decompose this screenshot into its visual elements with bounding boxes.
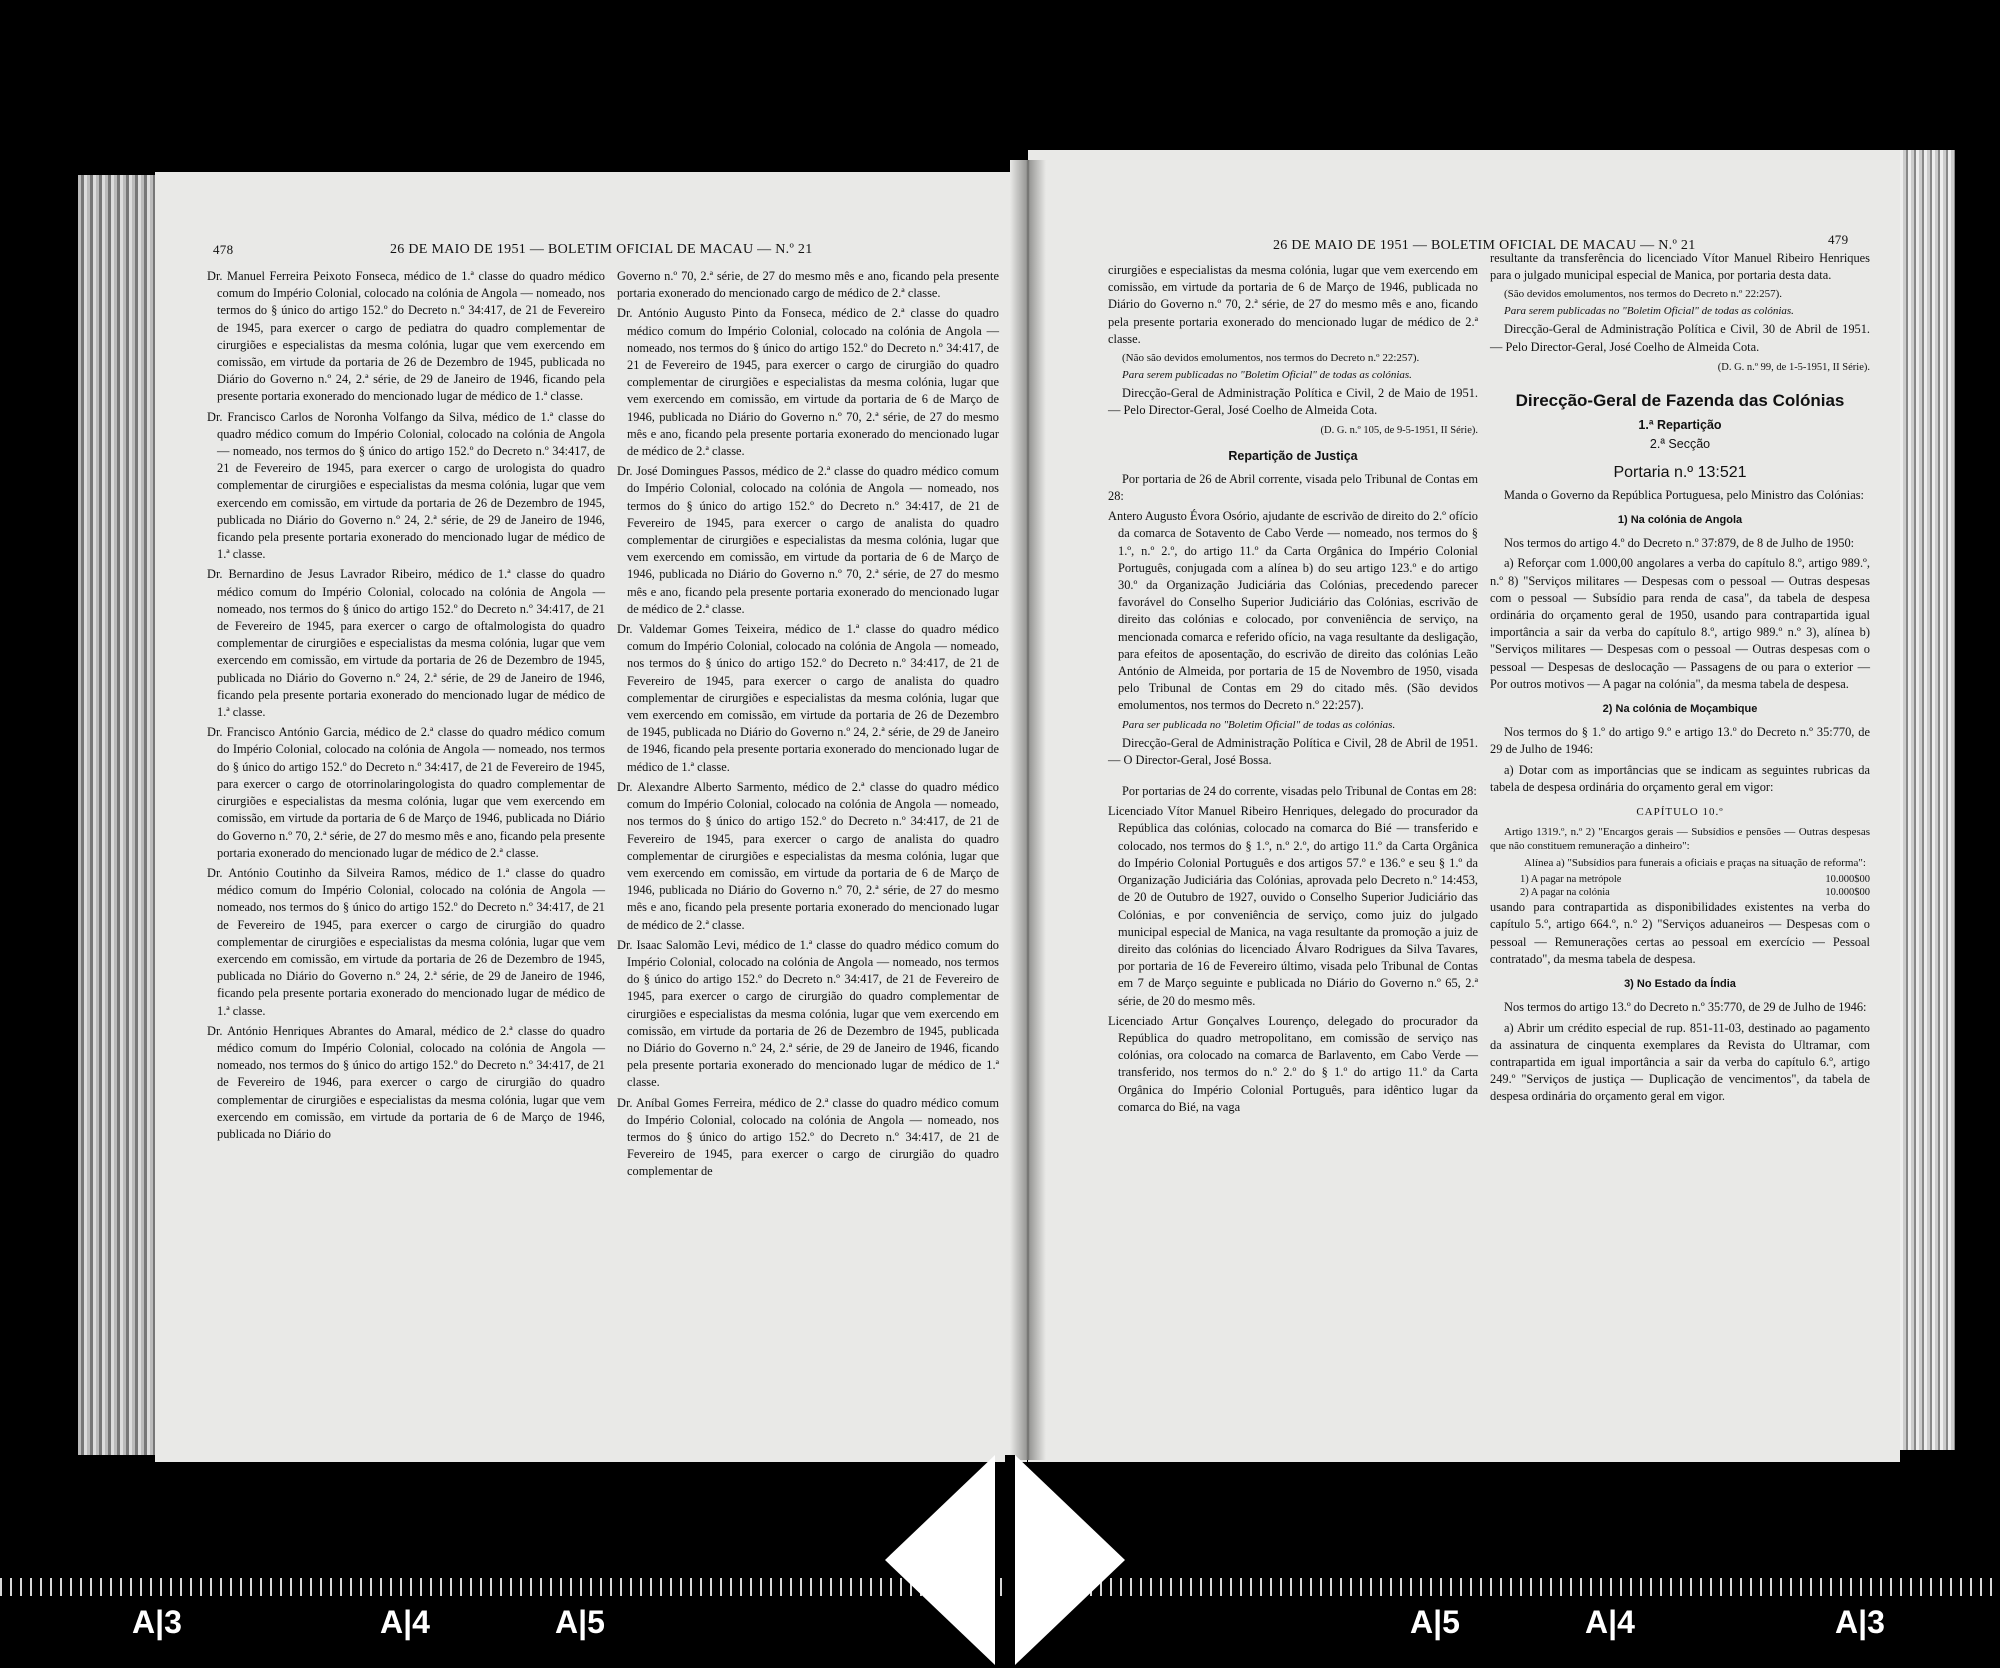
entry: Dr. Bernardino de Jesus Lavrador Ribeiro, médico de 1.ª classe do quadro médico comum do Império Colonial, colocado na colónia de Angola — nomeado, nos termos do § único do artigo 152.º do Decreto n.º 34:417, de 21 de Fevereiro de 1945, para exercer o cargo de oftalmologista do quadro complementar de cirurgiões e especialistas da mesma colónia, lugar que vem exercendo em comissão, em virtude da portaria de 26 de Dezembro de 1945, publicada no Diário do Governo n.º 24, 2.ª série, de 29 de Janeiro de 1946, ficando pela presente portaria exonerado do mencionado lugar de médico de 1.ª classe.	[207, 567, 605, 720]
book-edge-right	[1895, 150, 1955, 1450]
entry: Licenciado Vítor Manuel Ribeiro Henriques, delegado do procurador da República das colónias, colocado na comarca do Bié — transferido e colocado, nos termos do § 1.º, n.º 2.º, do artigo 11.º da Carta Orgânica do Império Colonial Português e dos artigos 57.º e 136.º e seu § 1.º da Organização Judiciária das Colónias, aprovada pelo Decreto n.º 14:453, de 20 de Outubro de 1927, ouvido o Conselho Superior Judiciário das Colónias, e por conveniência de serviço, como juiz do julgado municipal especial de Manica, na vaga resultante da promoção a juiz de direito das colónias do licenciado Álvaro Rodrigues da Silva Tavares, por portaria de 16 de Fevereiro último, visada pelo Tribunal de Contas em 7 de Março seguinte e publicada no Diário do Governo n.º 65, 2.ª série, de 20 do mesmo mês.	[1108, 804, 1478, 1008]
entry: Dr. António Coutinho da Silveira Ramos, médico de 1.ª classe do quadro médico comum do Império Colonial, colocado na colónia de Angola — nomeado, nos termos do § único do artigo 152.º do Decreto n.º 34:417, de 21 de Fevereiro de 1945, para exercer o cargo de cirurgião do quadro complementar de cirurgiões e especialistas da mesma colónia, lugar que vem exercendo em comissão, em virtude da portaria de 26 de Dezembro de 1945, publicada no Diário do Governo n.º 24, 2.ª série, de 29 de Janeiro de 1946, ficando pela presente portaria exonerado do mencionado lugar de médico de 1.ª classe.	[207, 865, 605, 1018]
left-column-2	[617, 268, 999, 1184]
paragraph: a) Reforçar com 1.000,00 angolares a verba do capítulo 8.º, artigo 989.º, n.º 8) "Serviços militares — Despesas com o pessoal — Outras despesas com o pessoal — Subsídio para renda de casa", da tabela de despesa ordinária do orçamento geral de 1950, usando para contrapartida igual importância a sair da verba do capítulo 8.º, artigo 989.º n.º 3), alínea b) "Serviços militares — Despesas com o pessoal — Outras despesas com o pessoal — Despesas de deslocação — Passagens de ou para o exterior — Por outros motivos — A pagar na colónia", da mesma tabela de despesa.	[1490, 556, 1870, 691]
paragraph: resultante da transferência do licenciado Vítor Manuel Ribeiro Henriques para o julgado municipal especial de Manica, por portaria desta data.	[1490, 251, 1870, 283]
paragraph: (Não são devidos emolumentos, nos termos do Decreto n.º 22:257).	[1122, 352, 1420, 365]
paragraph: Nos termos do artigo 13.º do Decreto n.º 35:770, de 29 de Julho de 1946:	[1504, 1000, 1867, 1015]
budget-row-value: 10.000$00	[1825, 874, 1870, 886]
citation: (D. G. n.º 99, de 1-5-1951, II Série).	[1717, 361, 1870, 373]
entry: Dr. Francisco Carlos de Noronha Volfango da Silva, médico de 1.ª classe do quadro médico comum do Império Colonial, colocado na colónia de Angola — nomeado, nos termos do § único do artigo 152.º do Decreto n.º 34:417, de 21 de Fevereiro de 1945, para exercer o cargo de urologista do quadro complementar de cirurgiões e especialistas da mesma colónia, lugar que vem exercendo em comissão, em virtude da portaria de 26 de Dezembro de 1945, publicada no Diário do Governo n.º 24, 2.ª série, de 29 de Janeiro de 1946, ficando pela presente portaria exonerado do mencionado lugar de médico de 1.ª classe.	[207, 409, 605, 562]
angola-heading: 1) Na colónia de Angola	[1617, 514, 1743, 527]
budget-row	[1490, 873, 1870, 886]
section-subheading: 2.ª Secção	[1649, 437, 1711, 452]
citation: (D. G. n.º 105, de 9-5-1951, II Série).	[1320, 425, 1478, 437]
paragraph: Manda o Governo da República Portuguesa, pelo Ministro das Colónias:	[1504, 487, 1864, 502]
left-column-1	[207, 268, 605, 1146]
signature: Direcção-Geral de Administração Política e Civil, 30 de Abril de 1951. — Pelo Director-Geral, José Coelho de Almeida Cota.	[1490, 322, 1870, 354]
right-page	[1028, 150, 1900, 1462]
film-marker: A|5	[555, 1604, 605, 1640]
portaria-heading: Portaria n.º 13:521	[1613, 463, 1747, 481]
paragraph: a) Dotar com as importâncias que se indicam as seguintes rubricas da tabela de despesa ordinária do orçamento geral em vigor:	[1490, 762, 1870, 794]
paragraph: Para serem publicadas no "Boletim Oficial" de todas as colónias.	[1504, 305, 1794, 318]
center-triangle-right-icon	[1015, 1455, 1125, 1665]
paragraph: Por portaria de 26 de Abril corrente, visada pelo Tribunal de Contas em 28:	[1108, 471, 1478, 504]
film-marker: A|4	[1585, 1604, 1635, 1640]
alinea-line: Alínea a) "Subsídios para funerais a oficiais e praças na situação de reforma":	[1524, 857, 1866, 870]
film-marker: A|5	[1410, 1604, 1460, 1640]
film-strip	[0, 1560, 2000, 1668]
repartition-heading: 1.ª Repartição	[1638, 418, 1722, 433]
section-heading: Repartição de Justiça	[1228, 448, 1358, 463]
entry: Governo n.º 70, 2.ª série, de 27 do mesmo mês e ano, ficando pela presente portaria exonerado do mencionado cargo de médico de 2.ª classe.	[617, 269, 999, 301]
paragraph: Por portarias de 24 do corrente, visadas pelo Tribunal de Contas em 28:	[1122, 784, 1477, 799]
entry: Dr. Manuel Ferreira Peixoto Fonseca, médico de 1.ª classe do quadro médico comum do Império Colonial, colocado na colónia de Angola — nomeado, nos termos do § único do artigo 152.º do Decreto n.º 34:417, de 21 de Fevereiro de 1945, para exercer o cargo de pediatra do quadro complementar de cirurgiões e especialistas da mesma colónia, lugar que vem exercendo em comissão, em virtude da portaria de 26 de Dezembro de 1945, publicada no Diário do Governo n.º 24, 2.ª série, de 29 de Janeiro de 1946, ficando pela presente portaria exonerado do mencionado lugar de médico de 1.ª classe.	[207, 269, 605, 404]
department-heading: Direcção-Geral de Fazenda das Colónias	[1515, 391, 1845, 411]
india-heading: 3) No Estado da Índia	[1624, 978, 1736, 991]
right-running-title: 26 DE MAIO DE 1951 — BOLETIM OFICIAL DE MACAU — N.º 21	[1273, 238, 1696, 253]
left-page-number: 478	[213, 242, 234, 257]
budget-row	[1490, 886, 1870, 899]
right-page-number: 479	[1828, 232, 1849, 247]
right-column-2	[1490, 250, 1870, 1109]
left-running-title: 26 DE MAIO DE 1951 — BOLETIM OFICIAL DE MACAU — N.º 21	[390, 242, 813, 257]
mocambique-heading: 2) Na colónia de Moçambique	[1602, 703, 1758, 716]
article-line: Artigo 1319.º, n.º 2) "Encargos gerais — Subsídios e pensões — Outras despesas que não constituem remuneração a dinheiro":	[1490, 826, 1870, 853]
right-column-1	[1108, 262, 1478, 1119]
center-triangle-left-icon	[885, 1455, 995, 1665]
paragraph: cirurgiões e especialistas da mesma colónia, lugar que vem exercendo em comissão, em virtude da portaria de 6 de Março de 1946, publicada no Diário do Governo n.º 70, 2.ª série, de 27 do mesmo mês e ano, ficando pela presente portaria exonerado do mencionado lugar de médico de 2.ª classe.	[1108, 263, 1478, 346]
paragraph: Para serem publicadas no "Boletim Oficial" de todas as colónias.	[1122, 369, 1412, 382]
paragraph: Nos termos do § 1.º do artigo 9.º e artigo 13.º do Decreto n.º 35:770, de 29 de Julho de 1946:	[1490, 725, 1870, 757]
book-edge-left	[78, 175, 158, 1455]
center-divider	[1005, 1455, 1015, 1665]
paragraph: (São devidos emolumentos, nos termos do Decreto n.º 22:257).	[1504, 288, 1783, 301]
entry: Dr. Alexandre Alberto Sarmento, médico de 2.ª classe do quadro médico comum do Império Colonial, colocado na colónia de Angola — nomeado, nos termos do § único do artigo 152.º do Decreto n.º 34:417, de 21 de Fevereiro de 1945, para exercer o cargo de analista do quadro complementar de cirurgiões e especialistas da mesma colónia, lugar que vem exercendo em comissão, em virtude da portaria de 6 de Março de 1946, publicada no Diário do Governo n.º 70, 2.ª série, de 27 do mesmo mês e ano, ficando pela presente portaria exonerado do mencionado lugar de médico de 2.ª classe.	[617, 779, 999, 932]
paragraph: Nos termos do artigo 4.º do Decreto n.º 37:879, de 8 de Julho de 1950:	[1504, 536, 1855, 551]
book-gutter	[1010, 160, 1046, 1460]
film-marker: A|3	[132, 1604, 182, 1640]
budget-row-label: 1) A pagar na metrópole	[1520, 874, 1622, 886]
chapter-heading: CAPÍTULO 10.º	[1636, 806, 1724, 819]
film-ticks	[0, 1578, 2000, 1596]
entry: Dr. Valdemar Gomes Teixeira, médico de 1.ª classe do quadro médico comum do Império Colonial, colocado na colónia de Angola — nomeado, nos termos do § único do artigo 152.º do Decreto n.º 34:417, de 21 de Fevereiro de 1945, para exercer o cargo de analista do quadro complementar de cirurgiões e especialistas da mesma colónia, lugar que vem exercendo em comissão, em virtude da portaria de 26 de Dezembro de 1945, publicada no Diário do Governo n.º 24, 2.ª série, de 29 de Janeiro de 1946, ficando pela presente portaria exonerado do mencionado lugar de médico de 1.ª classe.	[617, 622, 999, 774]
entry: Dr. António Henriques Abrantes do Amaral, médico de 2.ª classe do quadro médico comum do Império Colonial, colocado na colónia de Angola — nomeado, nos termos do § único do artigo 152.º do Decreto n.º 34:417, de 21 de Fevereiro de 1946, para exercer o cargo de cirurgião do quadro complementar de cirurgiões e especialistas da mesma colónia, lugar que vem exercendo em comissão, em virtude da portaria de 6 de Março de 1946, publicada no Diário do	[207, 1023, 605, 1141]
paragraph: Para ser publicada no "Boletim Oficial" de todas as colónias.	[1122, 718, 1396, 731]
left-page	[155, 172, 1027, 1462]
entry: Antero Augusto Évora Osório, ajudante de escrivão de direito do 2.º ofício da comarca de Sotavento de Cabo Verde — nomeado, nos termos do § 1.º, n.º 2.º, do artigo 11.º da Carta Orgânica do Império Colonial Português, conjugada com a alínea b) do seu artigo 123.º e do artigo 30.º da Organização Judiciária das Colónias, precedendo parecer favorável do Conselho Superior Judiciário das Colónias, escrivão de direito das colónias e colocado, por conveniência de serviço, na mencionada comarca e referido ofício, na vaga resultante da desligação, para efeitos de aposentação, do escrivão de direito das colónias Leão António de Almeida, por portaria de 15 de Novembro de 1950, visada pelo Tribunal de Contas em 29 do citado mês. (São devidos emolumentos, nos termos do Decreto n.º 22:257).	[1108, 509, 1478, 713]
budget-row-value: 10.000$00	[1825, 887, 1870, 899]
paragraph: a) Abrir um crédito especial de rup. 851-11-03, destinado ao pagamento da assinatura de cinquenta exemplares da Revista do Ultramar, com contrapartida em igual importância a sair da verba do capítulo 6.º, artigo 249.º "Serviços de justiça — Duplicação de vencimentos", da tabela de despesa ordinária do orçamento geral em vigor.	[1490, 1020, 1870, 1104]
paragraph: usando para contrapartida as disponibilidades existentes na verba do capítulo 5.º, artigo 664.º, n.º 2) "Serviços aduaneiros — Despesas com o pessoal — Remunerações certas ao pessoal em exercício — Pessoal contratado", da mesma tabela de despesa.	[1490, 900, 1870, 966]
entry: Dr. José Domingues Passos, médico de 2.ª classe do quadro médico comum do Império Colonial, colocado na colónia de Angola — nomeado, nos termos do § único do artigo 152.º do Decreto n.º 34:417, de 21 de Fevereiro de 1945, para exercer o cargo de analista do quadro complementar de cirurgiões e especialistas da mesma colónia, lugar que vem exercendo em comissão, em virtude da portaria de 6 de Março de 1946, publicada no Diário do Governo n.º 70, 2.ª série, de 27 do mesmo mês e ano, ficando pela presente portaria exonerado do mencionado lugar de médico de 2.ª classe.	[617, 464, 999, 616]
signature: Direcção-Geral de Administração Política e Civil, 2 de Maio de 1951. — Pelo Director-Geral, José Coelho de Almeida Cota.	[1108, 386, 1478, 418]
film-marker: A|4	[380, 1604, 430, 1640]
budget-row-label: 2) A pagar na colónia	[1520, 887, 1610, 899]
entry: Licenciado Artur Gonçalves Lourenço, delegado do procurador da República do quadro metropolitano, em comissão de serviço nas colónias, ora colocado na comarca de Barlavento, em Cabo Verde — transferido, nos termos do n.º 2.º do § 1.º do artigo 11.º da Carta Orgânica do Império Colonial Português, para idêntico lugar da comarca do Bié, na vaga	[1108, 1013, 1478, 1114]
signature: Direcção-Geral de Administração Política e Civil, 28 de Abril de 1951. — O Director-Geral, José Bossa.	[1108, 735, 1478, 767]
entry: Dr. Francisco António Garcia, médico de 2.ª classe do quadro médico comum do Império Colonial, colocado na colónia de Angola — nomeado, nos termos do § único do artigo 152.º do Decreto n.º 34:417, de 21 de Fevereiro de 1945, para exercer o cargo de otorrinolaringologista do quadro complementar de cirurgiões e especialistas da mesma colónia, lugar que vem exercendo em comissão, em virtude da portaria de 6 de Março de 1946, publicada no Diário do Governo n.º 70, 2.ª série, de 27 do mesmo mês e ano, ficando pela presente portaria exonerado do mencionado lugar de médico de 2.ª classe.	[207, 725, 605, 860]
entry: Dr. Isaac Salomão Levi, médico de 1.ª classe do quadro médico comum do Império Colonial, colocado na colónia de Angola — nomeado, nos termos do § único do artigo 152.º do Decreto n.º 34:417, de 21 de Fevereiro de 1945, para exercer o cargo de cirurgião do quadro complementar de cirurgiões e especialistas da mesma colónia, lugar que vem exercendo em comissão, em virtude da portaria de 26 de Dezembro de 1945, publicada no Diário do Governo n.º 24, 2.ª série, de 29 de Janeiro de 1946, ficando pela presente portaria exonerado do mencionado lugar de médico de 1.ª classe.	[617, 937, 999, 1090]
film-marker: A|3	[1835, 1604, 1885, 1640]
entry: Dr. António Augusto Pinto da Fonseca, médico de 2.ª classe do quadro médico comum do Império Colonial, colocado na colónia de Angola — nomeado, nos termos do § único do artigo 152.º do Decreto n.º 34:417, de 21 de Fevereiro de 1945, para exercer o cargo de cirurgião do quadro complementar de cirurgiões e especialistas da mesma colónia, lugar que vem exercendo em comissão, em virtude da portaria de 6 de Março de 1946, publicada no Diário do Governo n.º 70, 2.ª série, de 27 do mesmo mês e ano, ficando pela presente portaria exonerado do mencionado lugar de médico de 2.ª classe.	[617, 306, 999, 459]
entry: Dr. Aníbal Gomes Ferreira, médico de 2.ª classe do quadro médico comum do Império Colonial, colocado na colónia de Angola — nomeado, nos termos do § único do artigo 152.º do Decreto n.º 34:417, de 21 de Fevereiro de 1945, para exercer o cargo de cirurgião do quadro complementar de	[617, 1095, 999, 1179]
